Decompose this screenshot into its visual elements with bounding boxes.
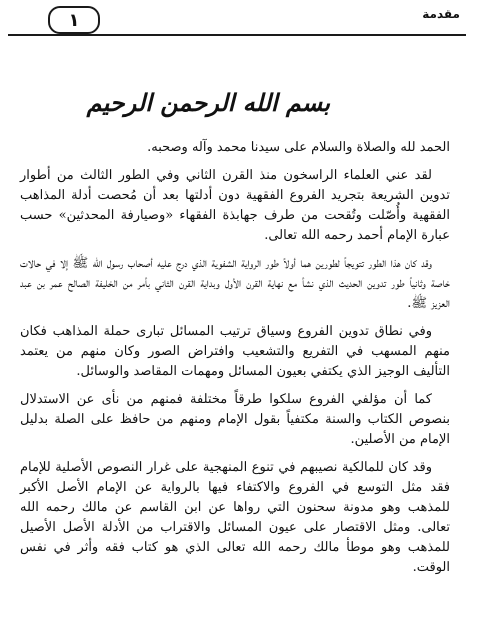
body-text: [20, 138, 450, 586]
page-number: ١: [48, 6, 100, 34]
paragraph: وقد كان للمالكية نصيبهم في تنوع المنهجية على غرار النصوص الأصلية للإمام فقد مثل التوسع في الفروع والاكتفاء فيها بالرواية عن الإمام الأصل الأكبر للمذهب وهو مدونة سحنون التي رواها عن ابن القاسم عن مالك رحمه الله تعالى. ومثل الاقتصار على عيون المسائل والاقتراب من الأدلة الأصل الأصيل للمذهب وهو موطأ مالك رحمه الله تعالى الذي هو كتاب فقه وأثر في نفس الوقت.: [20, 460, 450, 575]
paragraph: وقد كان هذا الطور تتويجاً لطورين هما أولاً طور الرواية الشفوية الذي درج عليه أصحاب رسول الله ﷺ إلا في حالات خاصة وثانياً طور تدوين الحديث الذي نشأ مع نهاية القرن الأول وبداية القرن الثاني بأمر من الخليفة الصالح عمر بن عبد العزيز ﷺ.: [20, 256, 450, 311]
basmala-heading: بسم الله الرحمن الرحيم: [86, 88, 330, 117]
paragraph-opening: الحمد لله والصلاة والسلام على سيدنا محمد وآله وصحبه.: [147, 140, 450, 155]
running-title: مقدمة: [422, 7, 460, 21]
paragraph: لقد عني العلماء الراسخون منذ القرن الثاني وفي الطور الثالث من أطوار تدوين الشريعة بتجريد الفروع الفقهية دون أدلتها بعد أن مُحصت أدلة المذاهب الفقهية وأُصّلت وتُقحت من طرف جهابذة الفقهاء «وصيارفة المحدثين» حسب عبارة الإمام أحمد رحمه الله تعالى.: [20, 168, 450, 243]
paragraph: وفي نطاق تدوين الفروع وسياق ترتيب المسائل تبارى حملة المذاهب فكان منهم المسهب في التفريع والتشعيب وافتراض الصور وكان منهم من يعتمد التأليف الوجيز الذي يكتفي بعيون المسائل ومهمات المقاصد والوسائل.: [20, 324, 450, 379]
page-header: [8, 4, 466, 36]
paragraph: كما أن مؤلفي الفروع سلكوا طرقاً مختلفة فمنهم من نأى عن الاستدلال بنصوص الكتاب والسنة مكتفياً بقول الإمام ومنهم من حافظ على الصلة بدليل الإمام من الأصلين.: [20, 392, 450, 447]
